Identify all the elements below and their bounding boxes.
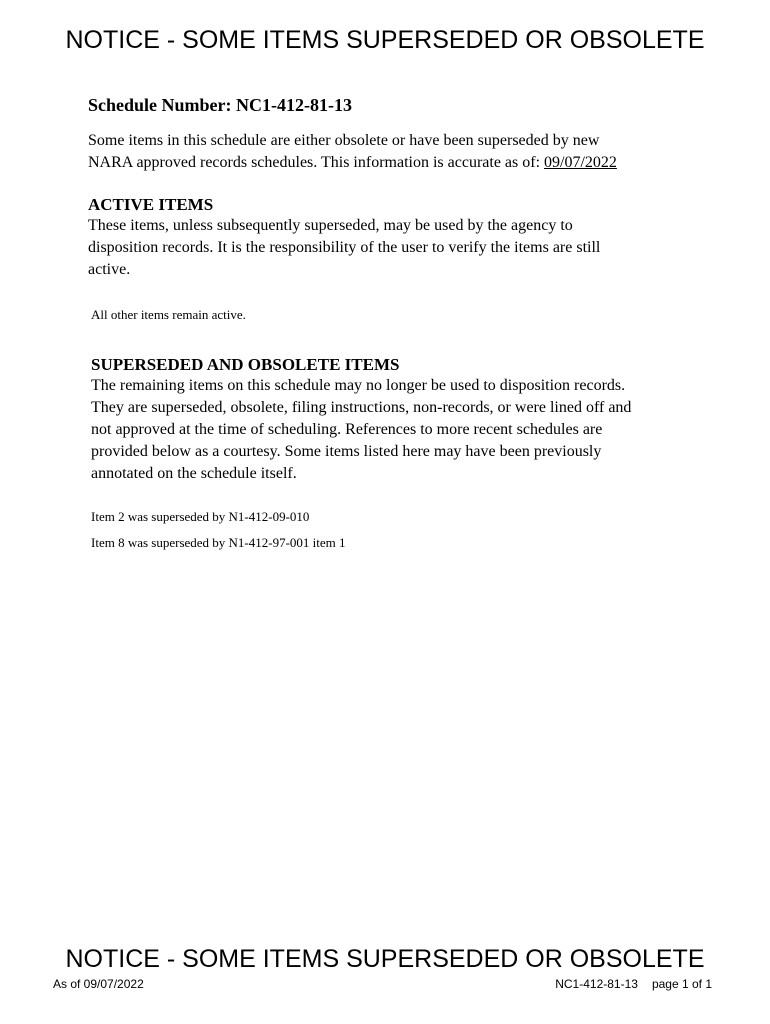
intro-line-text: NARA approved records schedules. This information is accurate as of: <box>88 154 545 171</box>
superseded-item-note: Item 8 was superseded by N1-412-97-001 item 1 <box>91 535 346 550</box>
superseded-items-heading: SUPERSEDED AND OBSOLETE ITEMS <box>91 355 400 374</box>
notice-banner-top: NOTICE - SOME ITEMS SUPERSEDED OR OBSOLETE <box>65 26 705 54</box>
footer-page-info <box>555 977 712 992</box>
active-items-line: disposition records. It is the responsibility of the user to verify the items are still <box>88 239 601 256</box>
footer-page-label: page 1 of 1 <box>651 977 712 991</box>
superseded-items-line: not approved at the time of scheduling. References to more recent schedules are <box>91 421 603 438</box>
active-items-heading: ACTIVE ITEMS <box>88 195 214 214</box>
active-items-line: active. <box>88 261 131 278</box>
intro-paragraph <box>88 130 728 174</box>
accuracy-date: 09/07/2022 <box>544 154 617 171</box>
active-items-line: These items, unless subsequently superseded, may be used by the agency to <box>88 217 573 234</box>
footer-schedule-number: NC1-412-81-13 <box>555 977 638 991</box>
superseded-items-line: provided below as a courtesy. Some items listed here may have been previously <box>91 443 602 460</box>
footer-as-of-date: As of 09/07/2022 <box>53 977 144 991</box>
schedule-number-heading: Schedule Number: NC1-412-81-13 <box>88 95 352 115</box>
all-other-items-note: All other items remain active. <box>91 307 246 322</box>
intro-line <box>88 152 728 174</box>
intro-line: Some items in this schedule are either obsolete or have been superseded by new <box>88 132 600 149</box>
notice-banner-bottom: NOTICE - SOME ITEMS SUPERSEDED OR OBSOLETE <box>65 945 705 973</box>
superseded-items-line: They are superseded, obsolete, filing instructions, non-records, or were lined off and <box>91 399 632 416</box>
active-items-section <box>88 194 728 281</box>
superseded-items-line: annotated on the schedule itself. <box>91 465 297 482</box>
superseded-items-section <box>91 354 731 485</box>
superseded-item-note: Item 2 was superseded by N1-412-09-010 <box>91 509 310 524</box>
superseded-items-line: The remaining items on this schedule may no longer be used to disposition records. <box>91 377 626 394</box>
